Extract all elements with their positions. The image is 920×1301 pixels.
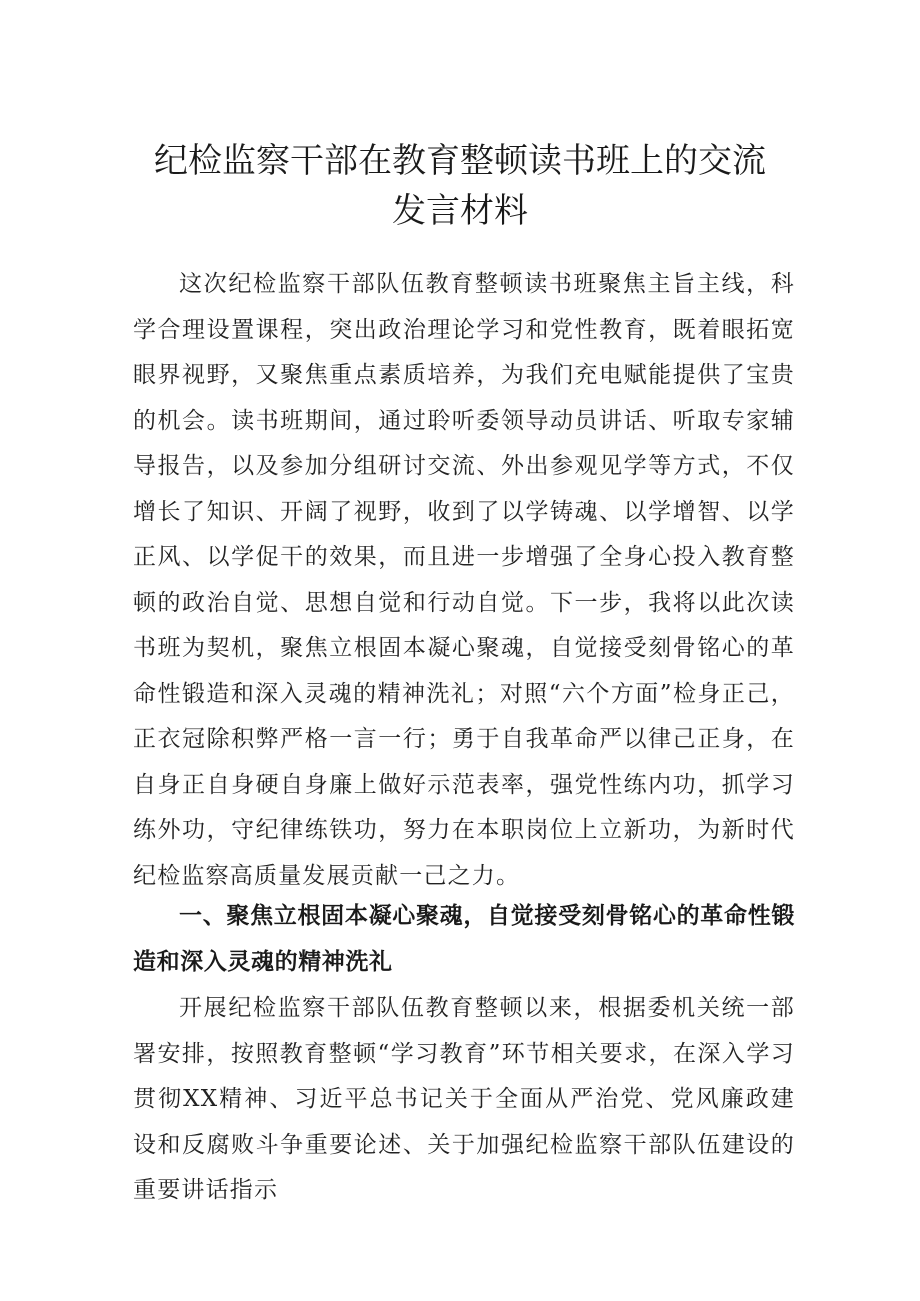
section-heading-1: 一、聚焦立根固本凝心聚魂，自觉接受刻骨铭心的革命性锻造和深入灵魂的精神洗礼 (133, 903, 795, 975)
document-title-line-1: 纪检监察干部在教育整顿读书班上的交流 (154, 141, 766, 181)
paragraph-section-1: 开展纪检监察干部队伍教育整顿以来，根据委机关统一部署安排，按照教育整顿“学习教育”环节相关要求，在深入学习贯彻XX精神、习近平总书记关于全面从严治党、党风廉政建设和反腐败斗争重要论述、关于加强纪检监察干部队伍建设的重要讲话指示 (133, 995, 795, 1203)
paragraph-intro: 这次纪检监察干部队伍教育整顿读书班聚焦主旨主线，科学合理设置课程，突出政治理论学习和党性教育，既着眼拓宽眼界视野，又聚焦重点素质培养，为我们充电赋能提供了宝贵的机会。读书班期间，通过聆听委领导动员讲话、听取专家辅导报告，以及参加分组研讨交流、外出参观见学等方式，不仅增长了知识、开阔了视野，收到了以学铸魂、以学增智、以学正风、以学促干的效果，而且进一步增强了全身心投入教育整顿的政治自觉、思想自觉和行动自觉。下一步，我将以此次读书班为契机，聚焦立根固本凝心聚魂，自觉接受刻骨铭心的革命性锻造和深入灵魂的精神洗礼；对照“六个方面”检身正己，正衣冠除积弊严格一言一行；勇于自我革命严以律己正身，在自身正自身硬自身廉上做好示范表率，强党性练内功，抓学习练外功，守纪律练铁功，努力在本职岗位上立新功，为新时代纪检监察高质量发展贡献一己之力。 (133, 271, 795, 889)
document-title-line-2: 发言材料 (392, 191, 528, 231)
